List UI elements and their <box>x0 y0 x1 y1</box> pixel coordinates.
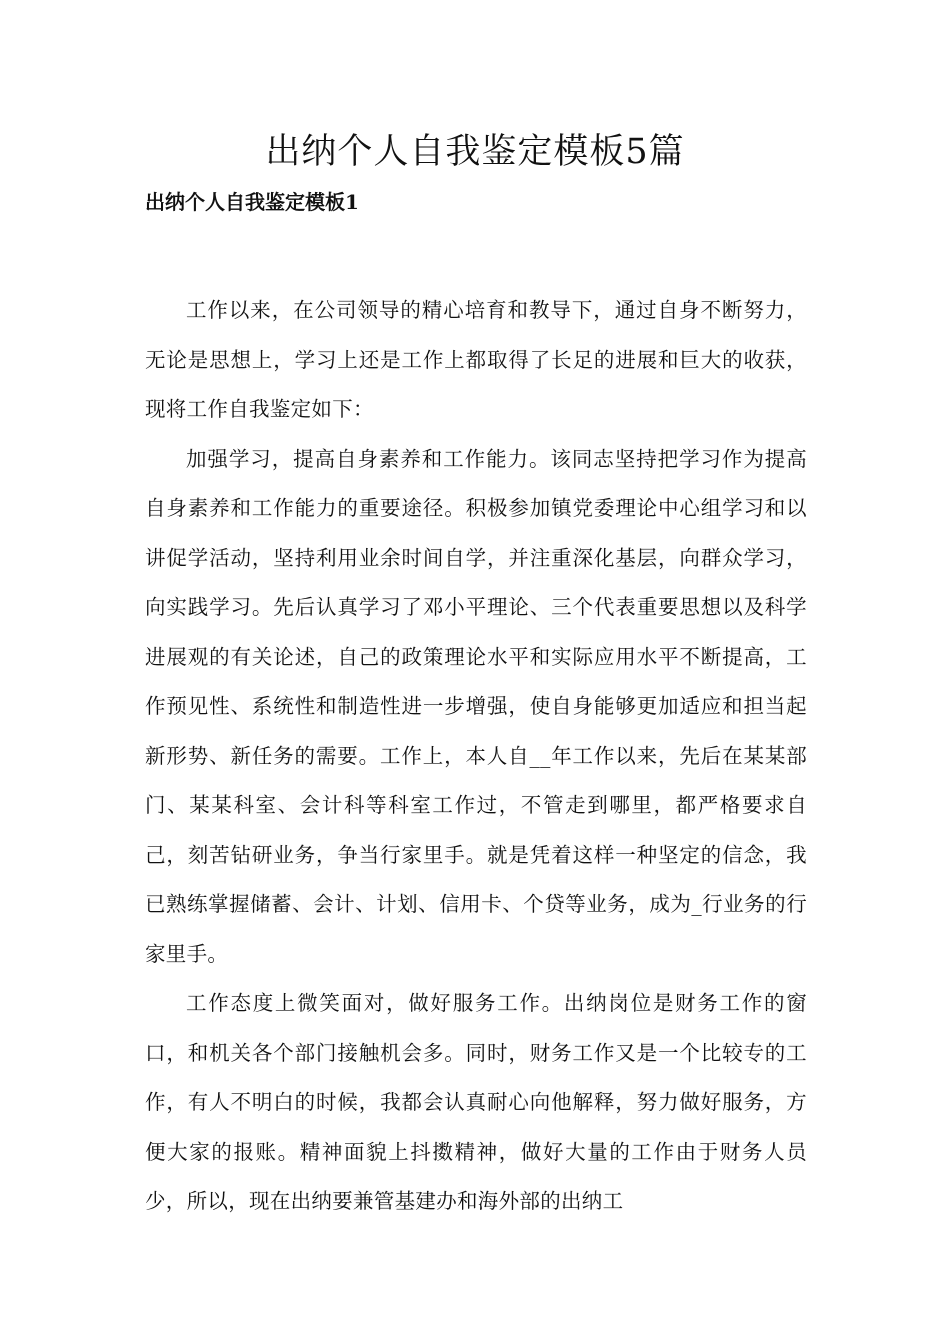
document-title: 出纳个人自我鉴定模板5篇 <box>265 132 685 172</box>
section-heading: 出纳个人自我鉴定模板1 <box>145 190 359 214</box>
paragraph: 加强学习，提高自身素养和工作能力。该同志坚持把学习作为提高自身素养和工作能力的重要途径。积极参加镇党委理论中心组学习和以讲促学活动，坚持利用业余时间自学，并注重深化基层，向群众学习，向实践学习。先后认真学习了邓小平理论、三个代表重要思想以及科学进展观的有关论述，自己的政策理论水平和实际应用水平不断提高，工作预见性、系统性和制造性进一步增强，使自身能够更加适应和担当起新形势、新任务的需要。工作上，本人自__年工作以来，先后在某某部门、某某科室、会计科等科室工作过，不管走到哪里，都严格要求自己，刻苦钻研业务，争当行家里手。就是凭着这样一种坚定的信念，我已熟练掌握储蓄、会计、计划、信用卡、个贷等业务，成为_行业务的行家里手。 <box>145 446 807 966</box>
paragraph: 工作以来，在公司领导的精心培育和教导下，通过自身不断努力，无论是思想上，学习上还是工作上都取得了长足的进展和巨大的收获，现将工作自我鉴定如下： <box>145 298 807 421</box>
document-body <box>145 286 807 1227</box>
paragraph: 工作态度上微笑面对，做好服务工作。出纳岗位是财务工作的窗口，和机关各个部门接触机会多。同时，财务工作又是一个比较专的工作，有人不明白的时候，我都会认真耐心向他解释，努力做好服务，方便大家的报账。精神面貌上抖擞精神，做好大量的工作由于财务人员少，所以，现在出纳要兼管基建办和海外部的出纳工 <box>145 991 807 1213</box>
